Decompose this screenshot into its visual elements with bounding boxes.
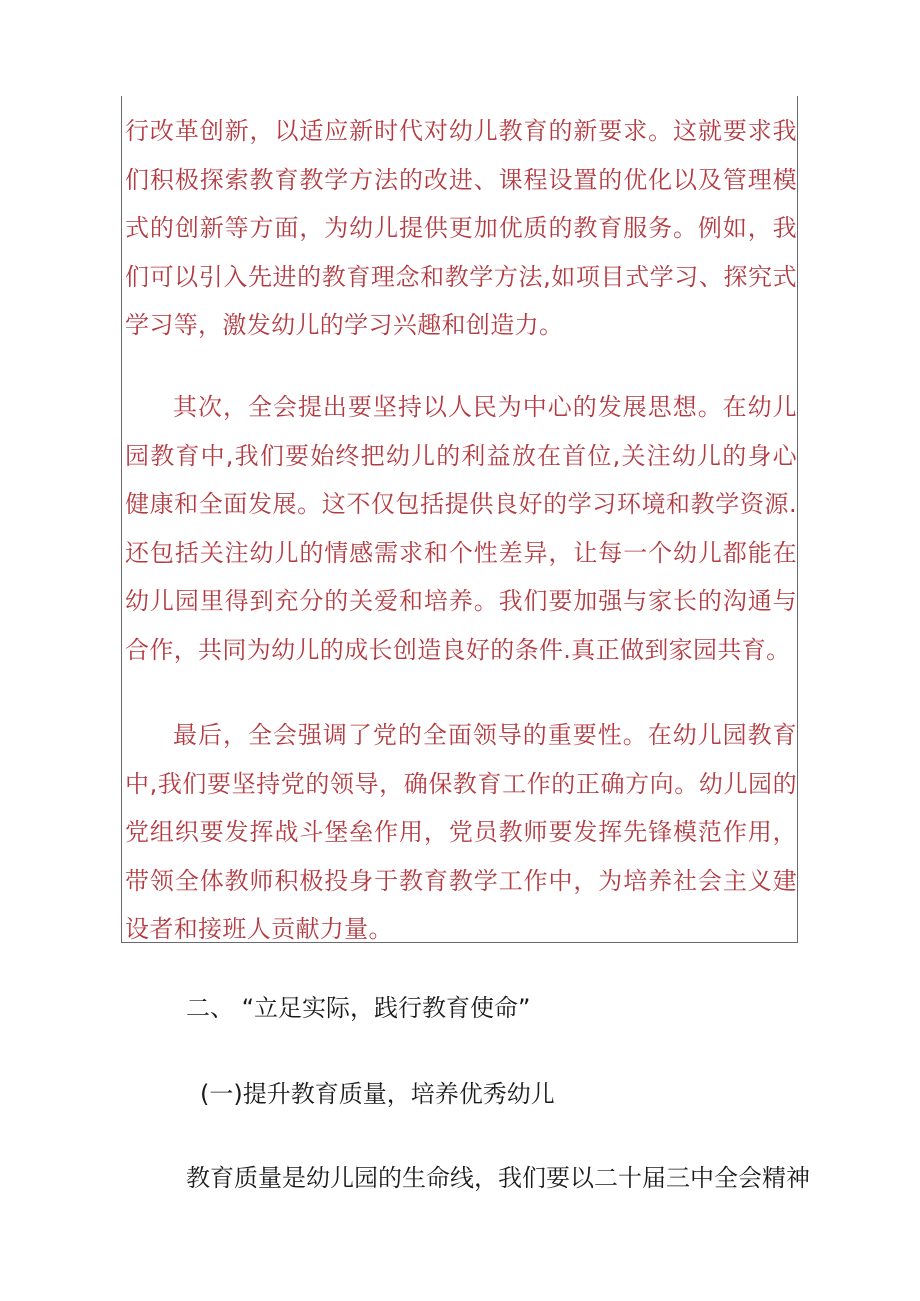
box-paragraph-1: 行改革创新，以适应新时代对幼儿教育的新要求。这就要求我们积极探索教育教学方法的改进、课程设置的优化以及管理模式的创新等方面，为幼儿提供更加优质的教育服务。例如，我们可以引入先进的教育理念和教学方法,如项目式学习、探究式学习等，激发幼儿的学习兴趣和创造力。 xyxy=(125,117,797,340)
section-heading: 二、 “立足实际，践行教育使命” xyxy=(186,994,531,1022)
body-paragraph-start: 教育质量是幼儿园的生命线，我们要以二十届三中全会精神 xyxy=(186,1164,810,1192)
subsection-heading: (一)提升教育质量，培养优秀幼儿 xyxy=(200,1080,555,1108)
box-paragraph-2: 其次，全会提出要坚持以人民为中心的发展思想。在幼儿园教育中,我们要始终把幼儿的利益放在首位,关注幼儿的身心健康和全面发展。这不仅包括提供良好的学习环境和教学资源.还包括关注幼儿的情感需求和个性差异，让每一个幼儿都能在幼儿园里得到充分的关爱和培养。我们要加强与家长的沟通与合作，共同为幼儿的成长创造良好的条件.真正做到家园共育。 xyxy=(125,393,797,664)
box-paragraph-3: 最后，全会强调了党的全面领导的重要性。在幼儿园教育中,我们要坚持党的领导，确保教育工作的正确方向。幼儿园的党组织要发挥战斗堡垒作用，党员教师要发挥先锋模范作用，带领全体教师积极投身于教育教学工作中，为培养社会主义建设者和接班人贡献力量。 xyxy=(125,721,797,944)
